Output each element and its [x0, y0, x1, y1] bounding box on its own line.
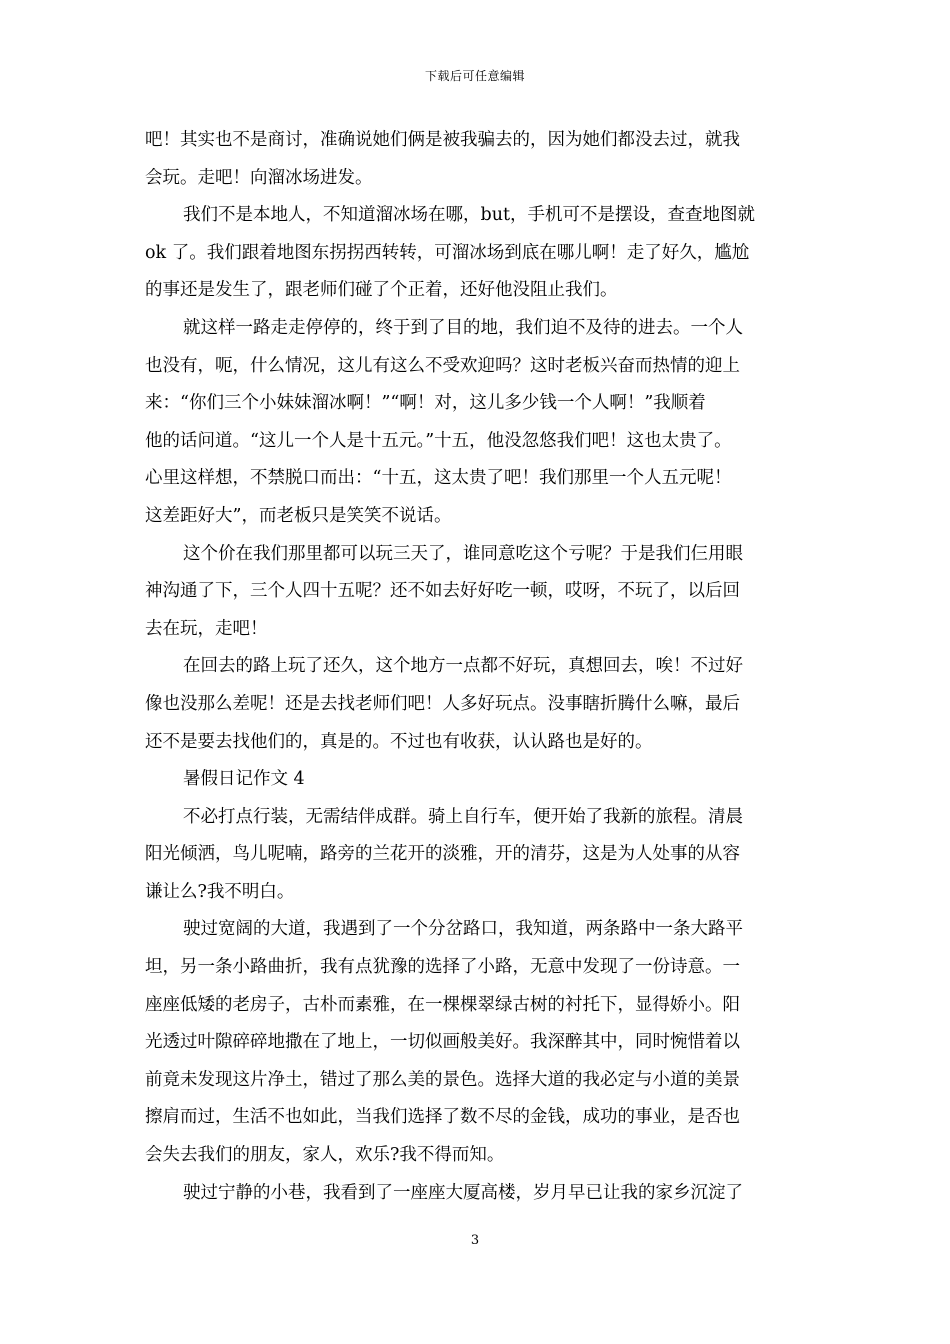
text-line: 吧！其实也不是商讨，准确说她们俩是被我骗去的，因为她们都没去过，就我 [145, 130, 740, 150]
text-line: 不必打点行装，无需结伴成群。骑上自行车，便开始了我新的旅程。清晨 [183, 806, 743, 827]
text-line: 这个价在我们那里都可以玩三天了，谁同意吃这个亏呢？于是我们仨用眼 [183, 543, 743, 564]
text-line: 光透过叶隙碎碎地撒在了地上，一切似画般美好。我深醉其中，同时惋惜着以 [145, 1032, 740, 1053]
text-line: 来：“你们三个小妹妹溜冰啊！”“啊！对，这儿多少钱一个人啊！”我顺着 [145, 393, 706, 414]
text-line: 我们不是本地人，不知道溜冰场在哪，but，手机可不是摆设，查查地图就 [183, 205, 756, 226]
text-line: 像也没那么差呢！还是去找老师们吧！人多好玩点。没事瞎折腾什么嘛，最后 [145, 693, 740, 714]
text-line: 这差距好大”，而老板只是笑笑不说话。 [145, 505, 452, 526]
text-line: 暑假日记作文 4 [183, 769, 305, 790]
text-line: 驶过宁静的小巷，我看到了一座座大厦高楼，岁月早已让我的家乡沉淀了 [183, 1182, 743, 1203]
text-line: 就这样一路走走停停的，终于到了目的地，我们迫不及待的进去。一个人 [183, 317, 743, 338]
text-line: ok 了。我们跟着地图东拐拐西转转，可溜冰场到底在哪儿啊！走了好久，尴尬 [145, 242, 750, 263]
text-line: 擦肩而过，生活不也如此，当我们选择了数不尽的金钱，成功的事业，是否也 [145, 1107, 740, 1128]
text-line: 的事还是发生了，跟老师们碰了个正着，还好他没阻止我们。 [145, 280, 618, 301]
text-line: 心里这样想，不禁脱口而出：“十五，这太贵了吧！我们那里一个人五元呢！ [145, 468, 732, 489]
page-header: 下载后可任意编辑 [424, 69, 525, 83]
text-line: 去在玩，走吧！ [145, 618, 268, 639]
page-number: 3 [470, 1233, 480, 1248]
text-line: 还不是要去找他们的，真是的。不过也有收获，认认路也是好的。 [145, 731, 653, 752]
document-body [145, 122, 805, 1212]
text-line: 神沟通了下，三个人四十五呢？还不如去好好吃一顿，哎呀，不玩了，以后回 [145, 581, 740, 602]
text-line: 驶过宽阔的大道，我遇到了一个分岔路口，我知道，两条路中一条大路平 [183, 919, 743, 940]
text-line: 谦让么?我不明白。 [145, 881, 295, 902]
text-line: 会失去我们的朋友，家人，欢乐?我不得而知。 [145, 1145, 505, 1166]
text-line: 前竟未发现这片净土，错过了那么美的景色。选择大道的我必定与小道的美景 [145, 1069, 740, 1090]
text-line: 在回去的路上玩了还久，这个地方一点都不好玩，真想回去，唉！不过好 [183, 656, 743, 677]
text-line: 会玩。走吧！向溜冰场进发。 [145, 167, 373, 188]
text-line: 阳光倾洒，鸟儿呢喃，路旁的兰花开的淡雅，开的清芬，这是为人处事的从容 [145, 844, 740, 865]
text-line: 他的话问道。“这儿一个人是十五元。”十五，他没忽悠我们吧！这也太贵了。 [145, 430, 732, 451]
text-line: 座座低矮的老房子，古朴而素雅，在一棵棵翠绿古树的衬托下，显得娇小。阳 [145, 994, 740, 1015]
text-line: 坦，另一条小路曲折，我有点犹豫的选择了小路，无意中发现了一份诗意。一 [145, 957, 740, 978]
text-line: 也没有，呃，什么情况，这儿有这么不受欢迎吗？这时老板兴奋而热情的迎上 [145, 355, 740, 376]
